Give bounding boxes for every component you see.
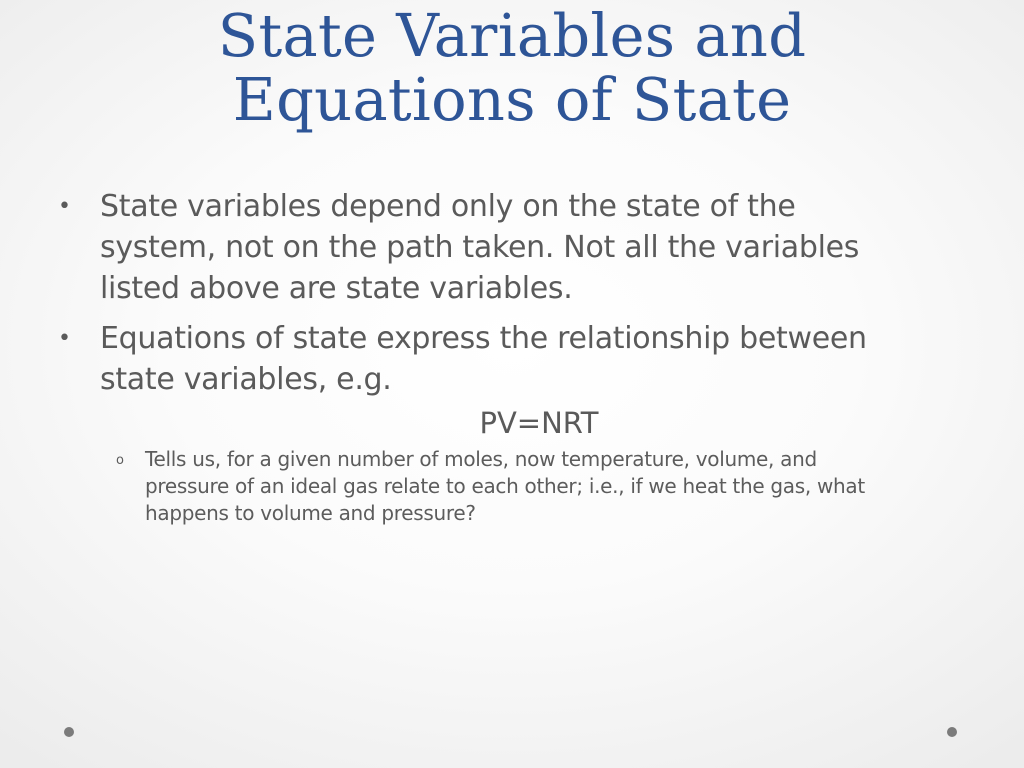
bullet-marker: • [58,326,71,351]
sub-bullet-item [116,446,988,527]
bullet-text-line: listed above are state variables. [100,271,573,306]
slide-title [60,1,964,134]
title-line: Equations of State [232,65,792,134]
bullet-text-line: system, not on the path taken. Not all the variables [100,230,860,265]
sub-bullet-marker: o [116,453,124,468]
sub-bullet-text-line: pressure of an ideal gas relate to each other; i.e., if we heat the gas, what [145,474,865,498]
corner-dot-left [64,727,74,737]
equation: PV=NRT [479,406,599,440]
bullet-item [58,186,988,309]
bullet-text-line: state variables, e.g. [100,362,392,397]
bullet-text-line: Equations of state express the relationship between [100,321,867,356]
bullet-text-line: State variables depend only on the state of the [100,189,796,224]
bullet-marker: • [58,194,71,219]
sub-bullet-text-line: happens to volume and pressure? [145,501,476,525]
bullet-item [58,318,988,400]
corner-dot-right [947,727,957,737]
sub-bullet-text-line: Tells us, for a given number of moles, now temperature, volume, and [145,447,817,471]
slide-body [58,186,988,527]
title-line: State Variables and [217,1,807,70]
